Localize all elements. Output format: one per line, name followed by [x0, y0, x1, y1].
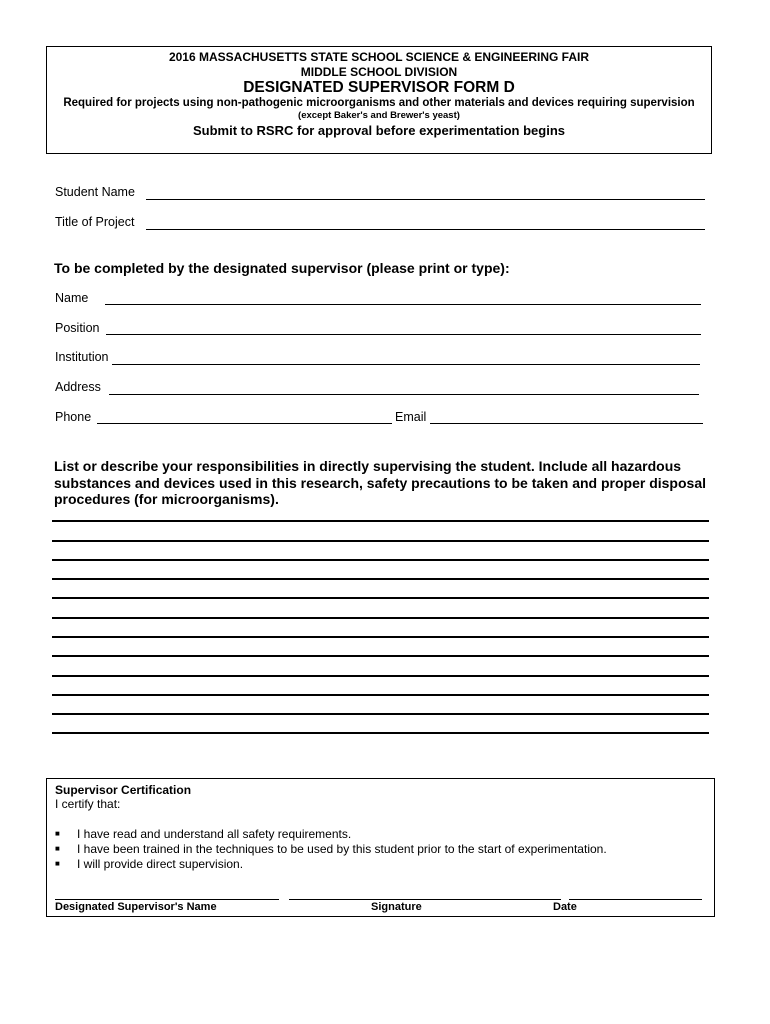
supervisor-certification — [46, 778, 715, 917]
supervisor-name-sign-field[interactable] — [55, 899, 279, 900]
bullet-marker: ■ — [55, 844, 60, 853]
signature-caption: Signature — [371, 901, 422, 913]
bullet-marker: ■ — [55, 859, 60, 868]
response-line-6[interactable] — [52, 617, 709, 619]
supervisor-name-field[interactable] — [105, 304, 701, 305]
position-field[interactable] — [106, 334, 701, 335]
phone-label: Phone — [55, 410, 92, 424]
fair-title: 2016 MASSACHUSETTS STATE SCHOOL SCIENCE & ENGINEERING FAIR — [168, 50, 590, 64]
supervisor-name-caption: Designated Supervisor's Name — [55, 901, 217, 913]
response-line-10[interactable] — [52, 694, 709, 696]
student-name-field[interactable] — [146, 199, 705, 200]
address-label: Address — [55, 380, 101, 394]
bullet-text: I have been trained in the techniques to be used by this student prior to the start of experimentation. — [77, 842, 607, 856]
bullet-text: I have read and understand all safety requirements. — [77, 827, 352, 841]
signature-field[interactable] — [289, 899, 561, 900]
address-field[interactable] — [109, 394, 699, 395]
responsibilities-prompt: List or describe your responsibilities in directly supervising the student. Include all hazardous substances and devices used in this research, safety precautions to be taken and proper disposal procedures (for microorganisms). — [54, 458, 706, 507]
certification-intro: I certify that: — [55, 797, 121, 811]
supervisor-name-label: Name — [55, 291, 89, 305]
response-line-5[interactable] — [52, 597, 709, 599]
bullet-text: I will provide direct supervision. — [77, 857, 244, 871]
response-line-8[interactable] — [52, 655, 709, 657]
form-title: DESIGNATED SUPERVISOR FORM D — [243, 79, 515, 96]
certification-title: Supervisor Certification — [55, 783, 192, 797]
response-line-2[interactable] — [52, 540, 709, 542]
response-line-4[interactable] — [52, 578, 709, 580]
requirement-note: Required for projects using non-pathogenic microorganisms and other materials and devices requiring supervision — [63, 97, 695, 109]
date-caption: Date — [553, 901, 577, 913]
email-label: Email — [395, 410, 427, 424]
response-line-7[interactable] — [52, 636, 709, 638]
response-line-9[interactable] — [52, 675, 709, 677]
certification-bullet — [55, 857, 243, 871]
bullet-marker: ■ — [55, 829, 60, 838]
institution-label: Institution — [55, 350, 109, 364]
response-line-12[interactable] — [52, 732, 709, 734]
response-line-1[interactable] — [52, 520, 709, 522]
student-name-label: Student Name — [55, 185, 135, 199]
submit-note: Submit to RSRC for approval before experimentation begins — [193, 123, 565, 138]
division-title: MIDDLE SCHOOL DIVISION — [300, 65, 458, 79]
form-header — [46, 46, 712, 154]
supervisor-section-heading: To be completed by the designated supervisor (please print or type): — [54, 260, 510, 276]
response-line-3[interactable] — [52, 559, 709, 561]
position-label: Position — [55, 321, 100, 335]
certification-bullet — [55, 842, 607, 856]
certification-bullet — [55, 827, 351, 841]
project-title-field[interactable] — [146, 229, 705, 230]
email-field[interactable] — [430, 423, 703, 424]
date-field[interactable] — [569, 899, 702, 900]
response-line-11[interactable] — [52, 713, 709, 715]
project-title-label: Title of Project — [55, 215, 135, 229]
institution-field[interactable] — [112, 364, 700, 365]
exception-note: (except Baker's and Brewer's yeast) — [298, 110, 460, 121]
phone-field[interactable] — [97, 423, 392, 424]
